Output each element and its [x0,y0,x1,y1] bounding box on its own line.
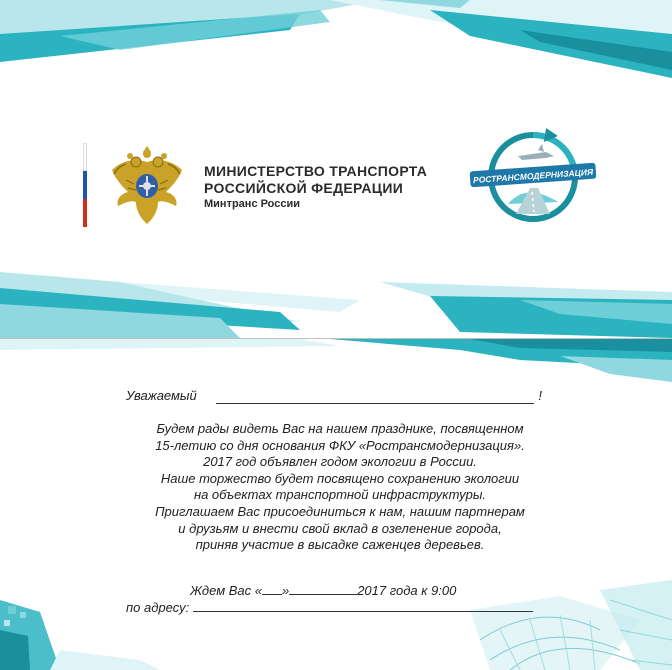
ministry-short-name: Минтранс России [204,198,301,210]
body-line: и друзьям и внести свой вклад в озеленение города, [178,520,502,536]
ministry-name-line2: РОССИЙСКОЙ ФЕДЕРАЦИИ [204,180,404,196]
ministry-name-line1: МИНИСТЕРСТВО ТРАНСПОРТА [204,163,428,179]
wait-suffix: 2017 года к 9:00 [357,583,457,598]
russian-flag-strip [83,143,87,227]
body-line: Приглашаем Вас присоединиться к нам, нашим партнерам [155,503,525,519]
ministry-title [204,163,427,210]
date-line [190,583,456,598]
wait-prefix: Ждем Вас « [190,583,262,598]
salutation-line [126,388,546,408]
invitation-body [100,421,580,554]
salutation-end: ! [538,388,542,403]
body-line: Наше торжество будет посвящено сохранению экологии [160,470,520,486]
body-line: Будем рады видеть Вас на нашем празднике, посвященном [156,421,524,436]
body-line: на объектах транспортной инфраструктуры. [193,487,487,503]
body-line: 15-летию со дня основания ФКУ «Ространсмодернизация». [155,437,525,453]
month-fill-blank[interactable] [289,584,357,595]
salutation-word: Уважаемый [126,388,197,403]
address-line [126,600,533,615]
coat-of-arms-icon [106,140,188,230]
address-fill-blank[interactable] [193,601,533,612]
org-logo-text: РОСТРАНСМОДЕРНИЗАЦИЯ [472,166,594,186]
fold-line [0,338,672,339]
day-fill-blank[interactable] [262,584,282,595]
body-line: приняв участие в высадке саженцев деревьев. [195,537,485,553]
name-fill-blank[interactable] [216,403,534,404]
address-label: по адресу: [126,600,190,615]
body-line: 2017 год объявлен годом экологии в России. [203,454,477,470]
wait-mid: » [281,583,290,598]
rostransmodernization-logo-icon [468,122,598,232]
